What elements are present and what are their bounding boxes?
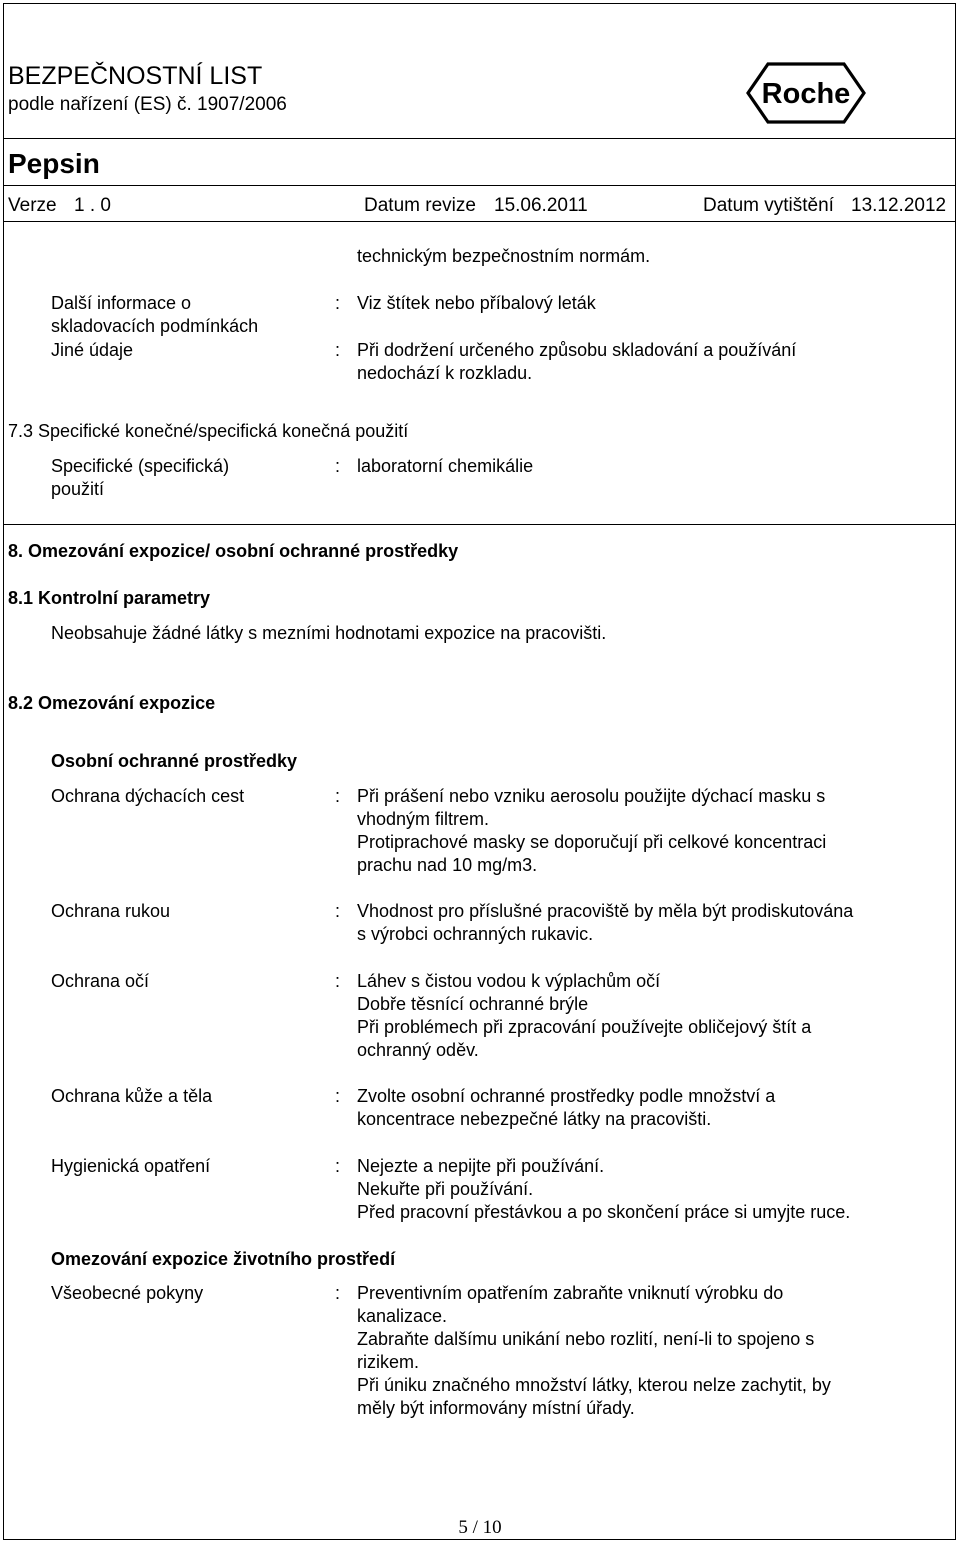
product-name: Pepsin <box>8 148 100 179</box>
general-advice-label: Všeobecné pokyny <box>51 1283 204 1303</box>
version-value: 1 . 0 <box>74 195 111 216</box>
field-colon: : <box>335 786 341 806</box>
section-8-1-heading: 8.1 Kontrolní parametry <box>8 588 211 608</box>
hygiene-measures-label: Hygienická opatření <box>51 1156 211 1176</box>
hand-protection-value: Vhodnost pro příslušné pracoviště by měla být prodiskutována s výrobci ochranných rukavic. <box>357 901 854 944</box>
continued-text: technickým bezpečnostním normám. <box>357 246 651 266</box>
respiratory-protection-label: Ochrana dýchacích cest <box>51 786 245 806</box>
field-colon: : <box>335 340 341 360</box>
roche-logo <box>746 61 866 125</box>
header-rule-mid <box>4 185 955 186</box>
section-divider <box>4 524 955 525</box>
skin-protection-value: Zvolte osobní ochranné prostředky podle množství a koncentrace nebezpečné látky na pracovišti. <box>357 1086 776 1129</box>
field-colon: : <box>335 971 341 991</box>
specific-use-value: laboratorní chemikálie <box>357 456 534 476</box>
hand-protection-label: Ochrana rukou <box>51 901 171 921</box>
print-date: 13.12.2012 <box>851 195 947 216</box>
print-label: Datum vytištění <box>703 195 834 216</box>
eye-protection-label: Ochrana očí <box>51 971 150 991</box>
page-number: 5 / 10 <box>458 1517 502 1538</box>
logo-text: Roche <box>761 78 851 110</box>
control-parameters-text: Neobsahuje žádné látky s mezními hodnotami expozice na pracovišti. <box>51 623 607 643</box>
header-rule-top <box>4 138 955 139</box>
revision-date: 15.06.2011 <box>494 195 588 216</box>
hygiene-measures-value: Nejezte a nepijte při používání. Nekuřte při používání. Před pracovní přestávkou a po skončení práce si umyjte ruce. <box>357 1156 851 1222</box>
field-colon: : <box>335 1283 341 1303</box>
field-colon: : <box>335 456 341 476</box>
header-rule-bottom <box>4 221 955 222</box>
version-label: Verze <box>8 195 57 216</box>
field-colon: : <box>335 901 341 921</box>
section-8-heading: 8. Omezování expozice/ osobní ochranné prostředky <box>8 541 459 561</box>
section-8-2-heading: 8.2 Omezování expozice <box>8 693 216 713</box>
field-colon: : <box>335 293 341 313</box>
other-info-value: Při dodržení určeného způsobu skladování a používání nedochází k rozkladu. <box>357 340 797 383</box>
storage-info-value: Viz štítek nebo příbalový leták <box>357 293 596 313</box>
respiratory-protection-value: Při prášení nebo vzniku aerosolu použijte dýchací masku s vhodným filtrem. Protiprachové masky se doporučují při celkové koncentraci prachu nad 10 mg/m3. <box>357 786 827 875</box>
specific-use-label: Specifické (specifická) použití <box>51 456 230 499</box>
ppe-heading: Osobní ochranné prostředky <box>51 751 298 771</box>
eye-protection-value: Láhev s čistou vodou k výplachům očí Dobře těsnící ochranné brýle Při problémech při zpracování používejte obličejový štít a ochranný oděv. <box>357 971 812 1060</box>
revision-label: Datum revize <box>364 195 476 216</box>
other-info-label: Jiné údaje <box>51 340 134 360</box>
environmental-exposure-heading: Omezování expozice životního prostředí <box>51 1249 396 1269</box>
general-advice-value: Preventivním opatřením zabraňte vniknutí výrobku do kanalizace. Zabraňte dalšímu unikání nebo rozlití, není-li to spojeno s rizikem. Při úniku značného množství látky, kterou nelze zachytit, by měly být informovány místní úřady. <box>357 1283 831 1418</box>
skin-protection-label: Ochrana kůže a těla <box>51 1086 213 1106</box>
field-colon: : <box>335 1086 341 1106</box>
storage-info-label: Další informace o skladovacích podmínkách <box>51 293 259 336</box>
field-colon: : <box>335 1156 341 1176</box>
document-title: BEZPEČNOSTNÍ LIST <box>8 62 263 90</box>
regulation-subtitle: podle nařízení (ES) č. 1907/2006 <box>8 94 287 115</box>
section-7-3-heading: 7.3 Specifické konečné/specifická konečná použití <box>8 421 409 441</box>
